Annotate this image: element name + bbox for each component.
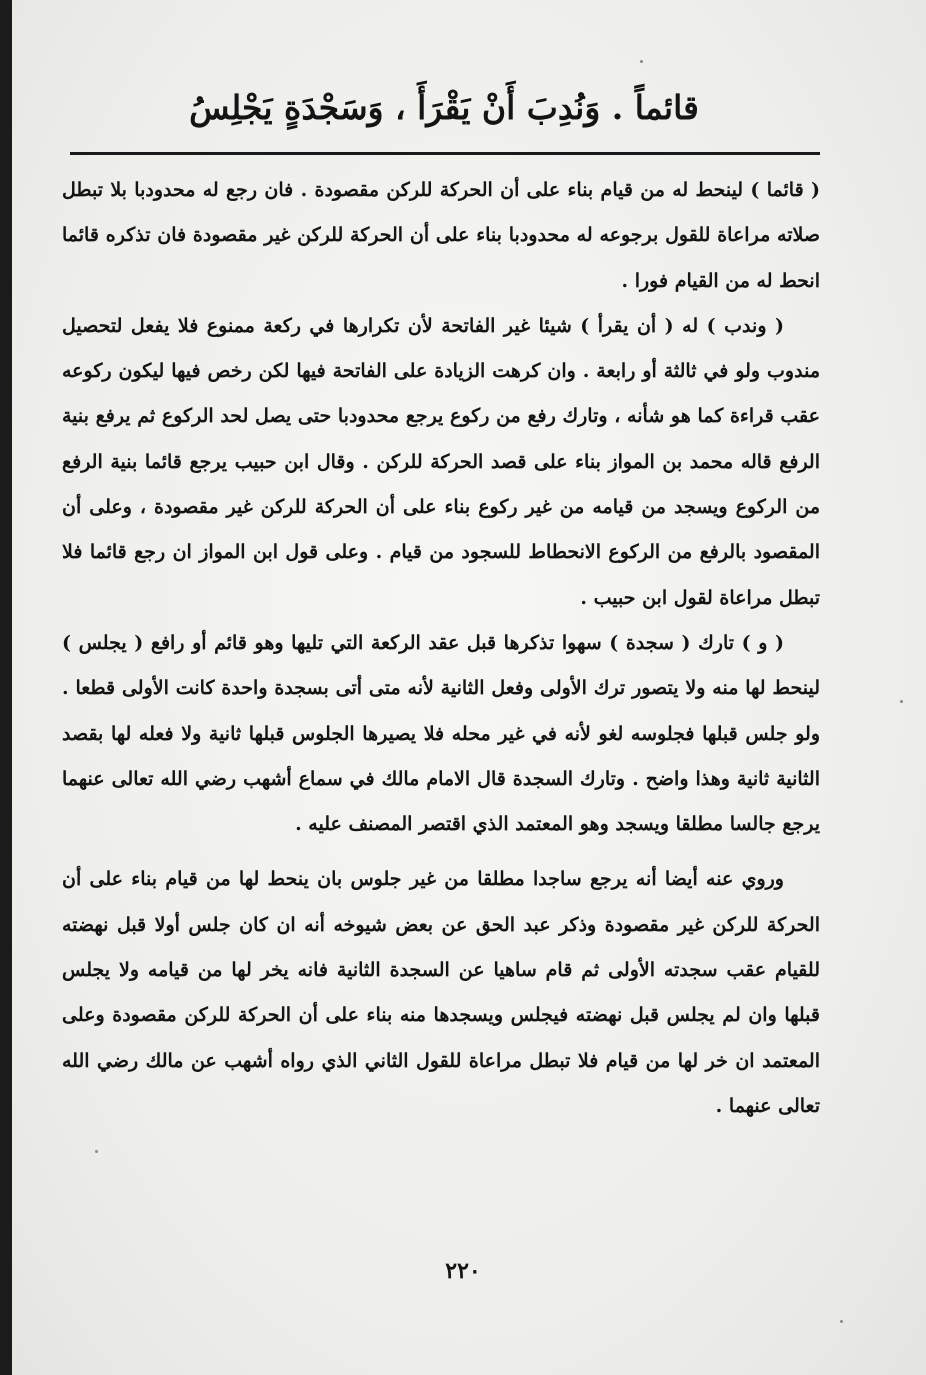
header-rule [70, 152, 820, 155]
page-number: ٢٢٠ [445, 1258, 481, 1284]
scan-speck [640, 60, 643, 63]
paragraph-4: وروي عنه أيضا أنه يرجع ساجدا مطلقا من غير جلوس بان ينحط لها من قيام بناء على أن الحركة للركن غير مقصودة وذكر عبد الحق عن بعض شيوخه أنه ان كان جلس أولا قبل نهضته للقيام عقب سجدته الأولى ثم قام ساهيا عن السجدة الثانية فانه يخر لها من قيامه ولا يجلس قبلها وان لم يجلس قبل نهضته فيجلس ويسجدها منه بناء على أن الحركة للركن مقصودة وعلى المعتمد ان خر لها من قيام فلا تبطل مراعاة للقول الثاني الذي رواه أشهب عن مالك رضي الله تعالى عنهما . [62, 868, 820, 1117]
main-text [62, 168, 820, 1129]
scan-speck [840, 1320, 843, 1323]
paragraph-1: ( قائما ) لينحط له من قيام بناء على أن الحركة للركن مقصودة . فان رجع له محدودبا بلا تبطل صلاته مراعاة للقول برجوعه له محدودبا بناء على أن الحركة للركن غير مقصودة فان تذكره قائما انحط له من القيام فورا . [62, 179, 820, 292]
scan-speck [900, 700, 903, 703]
paragraph-2: ( وندب ) له ( أن يقرأ ) شيئا غير الفاتحة لأن تكرارها في ركعة ممنوع فلا يفعل لتحصيل مندوب ولو في ثالثة أو رابعة . وان كرهت الزيادة على الفاتحة فيها لكن رخص فيها ليكون ركوعه عقب قراءة كما هو شأنه ، وتارك رفع من ركوع يرجع محدودبا حتى يصل لحد الركوع ثم يرفع بنية الرفع قاله محمد بن المواز بناء على قصد الحركة للركن . وقال ابن حبيب يرجع قائما بنية الرفع من الركوع ويسجد من قيامه من غير ركوع بناء على أن الحركة للركن غير مقصودة ، وعلى أن المقصود بالرفع من الركوع الانحطاط للسجود من قيام . وعلى قول ابن المواز ان رجع قائما فلا تبطل مراعاة لقول ابن حبيب . [62, 314, 820, 609]
paragraph-3: ( و ) تارك ( سجدة ) سهوا تذكرها قبل عقد الركعة التي تليها وهو قائم أو رافع ( يجلس ) لينحط لها منه ولا يتصور ترك الأولى وفعل الثانية لأنه متى أتى بسجدة واحدة كانت الأولى قطعا . ولو جلس قبلها فجلوسه لغو لأنه في غير محله فلا يصيرها الجلوس قبلها ثانية ولا فعله لها بقصد الثانية ثانية وهذا واضح . وتارك السجدة قال الامام مالك في سماع أشهب رضي الله تعالى عنهما يرجع جالسا مطلقا ويسجد وهو المعتمد الذي اقتصر المصنف عليه . [62, 631, 820, 836]
scan-edge-shadow [0, 0, 12, 1375]
page-header-title: قائماً . وَنُدِبَ أَنْ يَقْرَأَ ، وَسَجْدَةٍ يَجْلِسُ [189, 88, 699, 127]
scan-speck [95, 1150, 98, 1153]
